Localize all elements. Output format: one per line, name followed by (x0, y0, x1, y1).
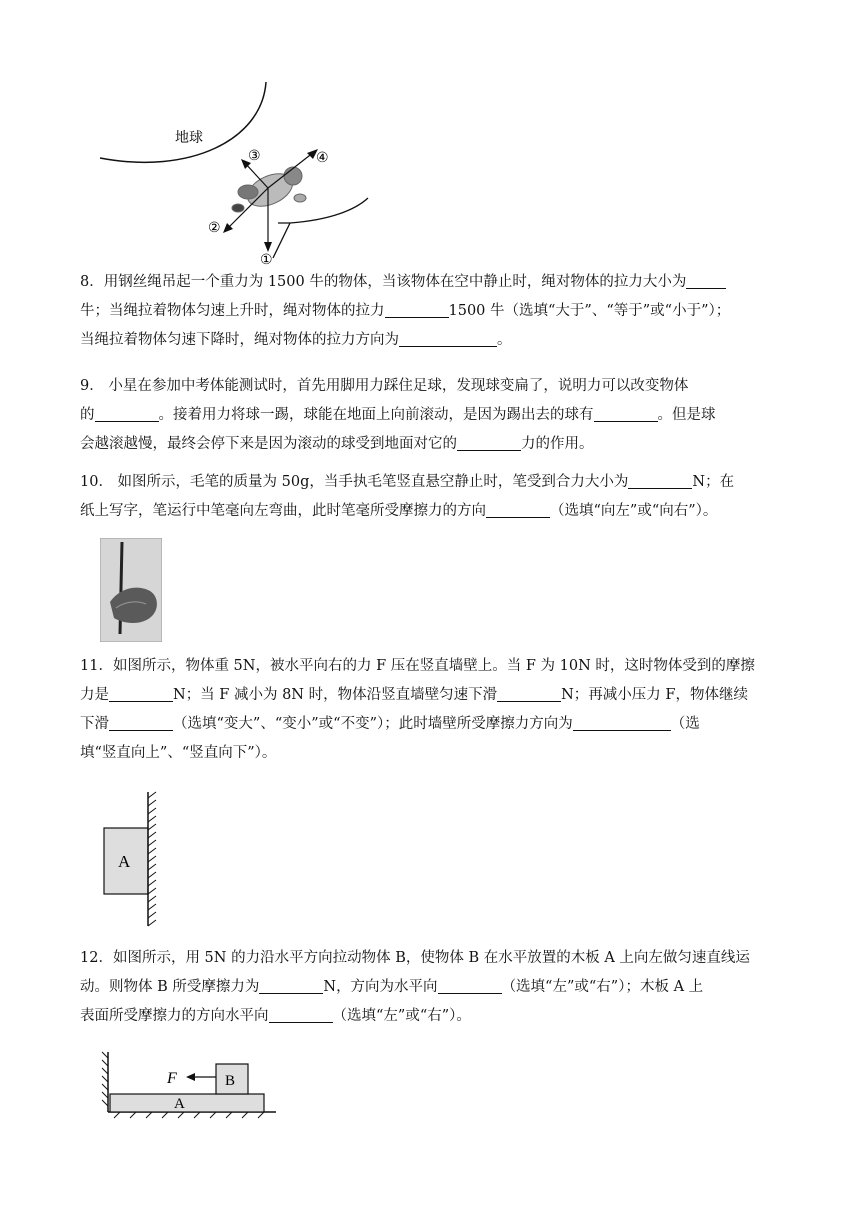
answer-blank[interactable] (486, 501, 550, 518)
question-9-line-2: 的 。接着用力将球一踢，球能在地面上向前滚动，是因为踢出去的球有 。但是球 (80, 407, 716, 423)
brush-photo-figure (100, 538, 162, 642)
question-10-line-2: 纸上写字，笔运行中笔毫向左弯曲，此时笔毫所受摩擦力的方向 （选填“向左”或“向右”）。 (80, 503, 718, 519)
answer-blank[interactable] (457, 434, 521, 451)
question-11-line-4: 填“竖直向上”、“竖直向下”）。 (80, 745, 277, 761)
question-8-line-1: 8．用钢丝绳吊起一个重力为 1500 牛的物体，当该物体在空中静止时，绳对物体的拉力大小为 (80, 268, 786, 297)
answer-blank[interactable] (109, 714, 173, 731)
board-a (110, 1094, 264, 1112)
question-8 (80, 268, 786, 355)
question-11-line-3: 下滑 （选填“变大”、“变小”或“不变”）；此时墙壁所受摩擦力方向为 （选 (80, 716, 700, 732)
block-board-figure (100, 1050, 280, 1120)
answer-blank[interactable] (497, 685, 561, 702)
earth-label: 地球 (175, 131, 203, 146)
arrow-1-label: ① (260, 253, 273, 265)
ground-surface (273, 198, 368, 258)
earth-outline (100, 82, 266, 162)
answer-blank[interactable] (399, 330, 497, 347)
question-10 (80, 468, 786, 526)
block-b-label: B (225, 1073, 236, 1089)
astronaut-icon (232, 167, 306, 213)
question-12-line-2: 动。则物体 B 所受摩擦力为 N，方向为水平向 （选填“左”或“右”）；木板 A 上 (80, 979, 704, 995)
question-12-line-1: 12．如图所示，用 5N 的力沿水平方向拉动物体 B，使物体 B 在水平放置的木板 A 上向左做匀速直线运 (80, 950, 750, 966)
left-wall-hatching (102, 1052, 108, 1106)
answer-blank[interactable] (594, 405, 658, 422)
answer-blank[interactable] (109, 685, 173, 702)
question-10-line-1: 10． 如图所示，毛笔的质量为 50g，当手执毛笔竖直悬空静止时，笔受到合力大小为 N；在 (80, 474, 735, 490)
force-arrowhead (186, 1073, 195, 1081)
block-a-label: A (118, 852, 131, 871)
answer-blank[interactable] (95, 405, 159, 422)
question-9 (80, 372, 786, 459)
answer-blank[interactable] (269, 1006, 333, 1023)
question-11 (80, 652, 786, 768)
question-9-line-1: 9． 小星在参加中考体能测试时，首先用脚用力踩住足球，发现球变扁了，说明力可以改变物体 (80, 378, 689, 394)
answer-blank[interactable] (385, 301, 449, 318)
board-a-label: A (174, 1096, 185, 1112)
arrow-3-label: ③ (248, 149, 261, 164)
floor-hatching (114, 1112, 264, 1118)
answer-blank[interactable] (686, 272, 726, 289)
question-11-line-2: 力是 N；当 F 减小为 8N 时，物体沿竖直墙壁匀速下滑 N；再减小压力 F，物体继续 (80, 687, 748, 703)
arrow-2-label: ② (208, 221, 221, 236)
answer-blank[interactable] (259, 977, 323, 994)
question-9-line-3: 会越滚越慢，最终会停下来是因为滚动的球受到地面对它的 力的作用。 (80, 436, 594, 452)
question-12 (80, 944, 786, 1031)
question-8-line-3: 当绳拉着物体匀速下降时，绳对物体的拉力方向为 。 (80, 332, 512, 348)
force-label: F (167, 1070, 177, 1087)
question-12-line-3: 表面所受摩擦力的方向水平向 （选填“左”或“右”）。 (80, 1008, 471, 1024)
earth-astronaut-figure (90, 80, 380, 265)
answer-blank[interactable] (573, 714, 671, 731)
question-8-line-2: 牛；当绳拉着物体匀速上升时，绳对物体的拉力 1500 牛（选填“大于”、“等于”或“小于”）； (80, 303, 731, 319)
block-wall-figure (100, 790, 160, 928)
answer-blank[interactable] (438, 977, 502, 994)
arrow-4-label: ④ (316, 151, 329, 166)
wall-hatching (148, 792, 156, 926)
answer-blank[interactable] (628, 472, 692, 489)
question-11-line-1: 11．如图所示，物体重 5N，被水平向右的力 F 压在竖直墙壁上。当 F 为 10N 时，这时物体受到的摩擦 (80, 658, 755, 674)
